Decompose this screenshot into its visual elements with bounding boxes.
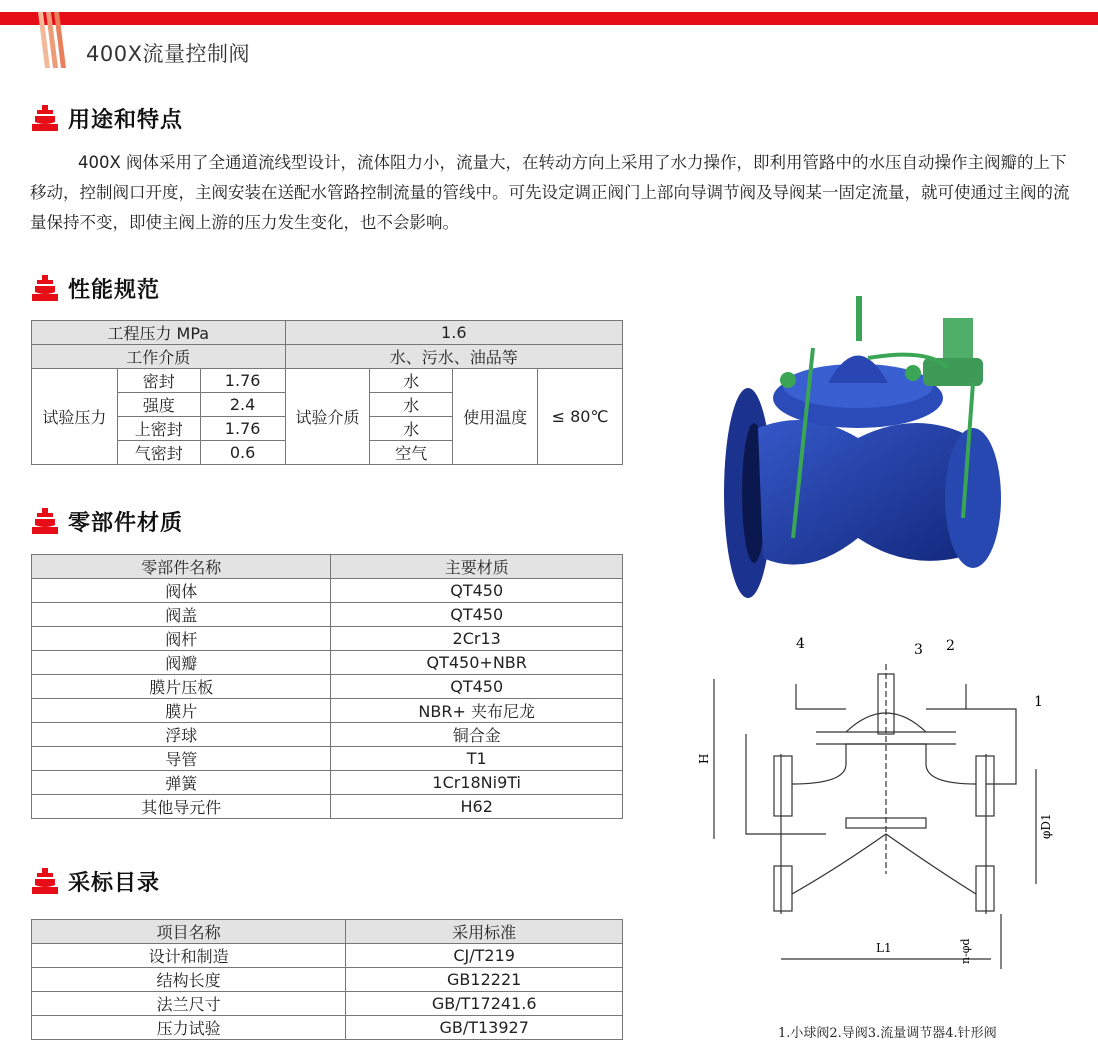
- table-row: [32, 968, 623, 992]
- table-cell: QT450+NBR: [331, 651, 623, 675]
- table-cell: 1.6: [285, 321, 622, 345]
- page-title: 400X流量控制阀: [86, 42, 250, 66]
- table-cell: GB/T13927: [346, 1016, 623, 1040]
- drawing-caption: 1.小球阀2.导阀3.流量调节器4.针形阀: [778, 1026, 997, 1041]
- table-cell: 结构长度: [32, 968, 346, 992]
- table-cell: 设计和制造: [32, 944, 346, 968]
- valve-icon: [32, 507, 58, 535]
- table-cell: 阀体: [32, 579, 331, 603]
- section-materials-heading: [32, 505, 183, 537]
- table-row: [32, 627, 623, 651]
- table-cell: GB12221: [346, 968, 623, 992]
- table-cell: 导管: [32, 747, 331, 771]
- table-row: [32, 795, 623, 819]
- table-cell: 密封: [117, 369, 200, 393]
- table-row: [32, 369, 623, 393]
- table-cell: 其他导元件: [32, 795, 331, 819]
- callout-3: 3: [914, 642, 923, 658]
- section-title: 零部件材质: [68, 510, 184, 536]
- table-row: [32, 651, 623, 675]
- section-uses-heading: [32, 102, 183, 134]
- table-cell: QT450: [331, 675, 623, 699]
- table-cell: 法兰尺寸: [32, 992, 346, 1016]
- table-row: [32, 345, 623, 369]
- table-cell: T1: [331, 747, 623, 771]
- section-title: 用途和特点: [68, 107, 184, 133]
- table-cell: 水、污水、油品等: [285, 345, 622, 369]
- table-cell: 使用温度: [453, 369, 538, 465]
- table-cell: 水: [370, 417, 453, 441]
- table-row: [32, 992, 623, 1016]
- table-cell: 1.76: [200, 417, 285, 441]
- table-cell: 压力试验: [32, 1016, 346, 1040]
- table-cell: 0.6: [200, 441, 285, 465]
- table-row: [32, 771, 623, 795]
- section-performance-heading: [32, 272, 160, 304]
- table-row: [32, 699, 623, 723]
- section-title: 采标目录: [68, 870, 161, 896]
- table-row: [32, 321, 623, 345]
- table-cell: 浮球: [32, 723, 331, 747]
- table-cell: 工程压力 MPa: [32, 321, 286, 345]
- table-header: 项目名称: [32, 920, 346, 944]
- section-title: 性能规范: [68, 277, 161, 303]
- table-header: 主要材质: [331, 555, 623, 579]
- table-row: [32, 723, 623, 747]
- table-row: [32, 1016, 623, 1040]
- performance-table: [31, 320, 623, 465]
- top-red-bar: [0, 12, 1098, 25]
- dim-h-label: H: [697, 753, 711, 764]
- table-cell: H62: [331, 795, 623, 819]
- section-standards-heading: [32, 865, 160, 897]
- dim-l1-label: L1: [876, 941, 892, 955]
- decorative-stripes: [38, 12, 68, 68]
- valve-icon: [32, 274, 58, 302]
- valve-icon: [32, 104, 58, 132]
- table-row: [32, 579, 623, 603]
- table-cell: 强度: [117, 393, 200, 417]
- table-cell: 工作介质: [32, 345, 286, 369]
- table-row: [32, 603, 623, 627]
- table-cell: QT450: [331, 603, 623, 627]
- table-cell: CJ/T219: [346, 944, 623, 968]
- table-cell: 膜片压板: [32, 675, 331, 699]
- table-row: [32, 944, 623, 968]
- table-row: [32, 920, 623, 944]
- table-cell: GB/T17241.6: [346, 992, 623, 1016]
- table-cell: 水: [370, 369, 453, 393]
- table-cell: 气密封: [117, 441, 200, 465]
- table-cell: 空气: [370, 441, 453, 465]
- table-cell: QT450: [331, 579, 623, 603]
- table-cell: 铜合金: [331, 723, 623, 747]
- standards-table: [31, 919, 623, 1040]
- table-header: 采用标准: [346, 920, 623, 944]
- materials-table: [31, 554, 623, 819]
- table-cell: 上密封: [117, 417, 200, 441]
- table-cell: NBR+ 夹布尼龙: [331, 699, 623, 723]
- valve-icon: [32, 867, 58, 895]
- table-cell: 试验介质: [285, 369, 370, 465]
- valve-product-image: [718, 288, 1003, 613]
- dim-d1-label: φD1: [1039, 813, 1053, 839]
- table-cell: 膜片: [32, 699, 331, 723]
- table-cell: ≤ 80℃: [538, 369, 623, 465]
- table-cell: 阀杆: [32, 627, 331, 651]
- callout-4: 4: [796, 636, 805, 652]
- table-cell: 阀瓣: [32, 651, 331, 675]
- table-cell: 2.4: [200, 393, 285, 417]
- table-cell: 1Cr18Ni9Ti: [331, 771, 623, 795]
- table-cell: 试验压力: [32, 369, 118, 465]
- callout-1: 1: [1034, 694, 1043, 710]
- dim-nd-label: n-φd: [959, 938, 972, 964]
- table-row: [32, 675, 623, 699]
- table-row: [32, 747, 623, 771]
- table-header: 零部件名称: [32, 555, 331, 579]
- uses-paragraph: 400X 阀体采用了全通道流线型设计，流体阻力小，流量大，在转动方向上采用了水力操作，即利用管路中的水压自动操作主阀瓣的上下移动，控制阀口开度，主阀安装在送配水管路控制流量的管线中。可先设定调正阀门上部向导调节阀及导阀某一固定流量，就可使通过主阀的流量保持不变，即使主阀上游的压力发生变化，也不会影响。: [30, 153, 1070, 232]
- table-cell: 2Cr13: [331, 627, 623, 651]
- table-cell: 1.76: [200, 369, 285, 393]
- callout-2: 2: [946, 638, 955, 654]
- valve-cross-section-drawing: [686, 634, 1066, 974]
- table-cell: 水: [370, 393, 453, 417]
- table-row: [32, 555, 623, 579]
- table-cell: 阀盖: [32, 603, 331, 627]
- table-cell: 弹簧: [32, 771, 331, 795]
